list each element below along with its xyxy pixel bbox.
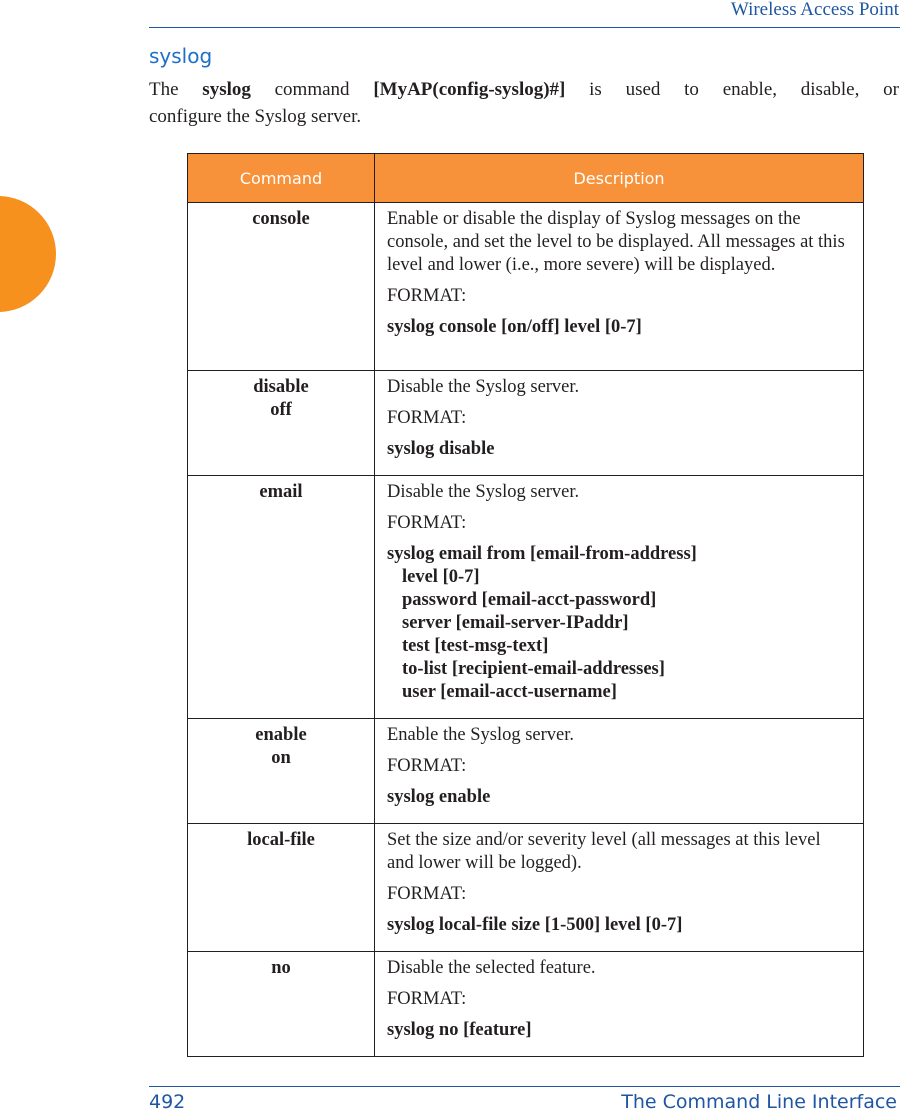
description-cell: [375, 371, 864, 476]
format-line: test [test-msg-text]: [402, 636, 549, 656]
footer-rule: [149, 1086, 900, 1087]
format-line: syslog local-file size [1-500] level [0-7]: [387, 915, 683, 935]
format-line: server [email-server-IPaddr]: [402, 613, 629, 633]
intro-command: syslog: [202, 79, 251, 100]
running-header-title: Wireless Access Point: [730, 0, 899, 20]
command-name: off: [270, 400, 292, 420]
format-label: FORMAT:: [387, 513, 467, 533]
table-row: [188, 476, 864, 719]
command-name: console: [252, 209, 310, 229]
description-cell: [375, 203, 864, 371]
format-line: syslog email from [email-from-address]: [387, 544, 697, 564]
intro-word: enable,: [722, 79, 778, 100]
format-line: syslog console [on/off] level [0-7]: [387, 317, 642, 337]
intro-word: disable,: [800, 79, 860, 100]
description-cell: [375, 952, 864, 1057]
table-row: [188, 952, 864, 1057]
format-line: syslog disable: [387, 439, 495, 459]
format-syntax: [387, 914, 849, 937]
format-syntax: [387, 316, 849, 339]
command-name-cell: [188, 371, 375, 476]
intro-line-1: [149, 76, 899, 103]
format-line: password [email-acct-password]: [402, 590, 657, 610]
command-column-header: Command: [188, 154, 375, 203]
description-cell: [375, 476, 864, 719]
format-line: user [email-acct-username]: [402, 682, 617, 702]
format-label: FORMAT:: [387, 408, 467, 428]
intro-word: The: [149, 79, 179, 100]
chapter-title: The Command Line Interface: [621, 1091, 897, 1113]
description-text: Enable or disable the display of Syslog messages on the console, and set the level to be displayed. All messages at this level and lower (i.e., more severe) will be displayed.: [387, 209, 845, 275]
format-syntax: [387, 786, 849, 809]
table-header-row: [188, 154, 864, 203]
format-label: FORMAT:: [387, 286, 467, 306]
table-row: [188, 719, 864, 824]
description-cell: [375, 824, 864, 952]
format-label: FORMAT:: [387, 989, 467, 1009]
format-line: syslog no [feature]: [387, 1020, 532, 1040]
command-name: enable: [255, 725, 307, 745]
format-line: syslog enable: [387, 787, 491, 807]
format-label: FORMAT:: [387, 884, 467, 904]
intro-paragraph: [149, 76, 899, 130]
description-cell: [375, 719, 864, 824]
command-name-cell: [188, 719, 375, 824]
intro-prompt: [MyAP(config-syslog)#]: [373, 79, 566, 100]
description-text: Disable the Syslog server.: [387, 377, 580, 397]
format-syntax: [387, 543, 849, 704]
format-label: FORMAT:: [387, 756, 467, 776]
command-name-cell: [188, 824, 375, 952]
intro-word: to: [684, 79, 699, 100]
description-text: Enable the Syslog server.: [387, 725, 575, 745]
command-name-cell: [188, 952, 375, 1057]
format-syntax: [387, 438, 849, 461]
page-number: 492: [149, 1091, 186, 1113]
table-row: [188, 824, 864, 952]
format-syntax: [387, 1019, 849, 1042]
format-line: to-list [recipient-email-addresses]: [402, 659, 665, 679]
intro-word: command: [274, 79, 350, 100]
description-text: Disable the Syslog server.: [387, 482, 580, 502]
command-name-cell: [188, 476, 375, 719]
section-title: syslog: [149, 44, 213, 68]
command-name-cell: [188, 203, 375, 371]
chapter-side-tab: [0, 196, 56, 312]
table-row: [188, 371, 864, 476]
intro-word: or: [883, 79, 899, 100]
intro-word: is: [589, 79, 602, 100]
description-text: Set the size and/or severity level (all messages at this level and lower will be logged).: [387, 830, 821, 873]
format-line: level [0-7]: [402, 567, 480, 587]
description-text: Disable the selected feature.: [387, 958, 596, 978]
command-name: no: [271, 958, 291, 978]
command-name: disable: [253, 377, 309, 397]
description-column-header: Description: [375, 154, 864, 203]
table-row: [188, 203, 864, 371]
table-body: [188, 203, 864, 1057]
header-rule: [149, 27, 900, 28]
command-table: [187, 153, 864, 1057]
intro-word: used: [625, 79, 661, 100]
command-name: local-file: [247, 830, 315, 850]
command-name: on: [271, 748, 291, 768]
command-name: email: [259, 482, 303, 502]
intro-line-2: configure the Syslog server.: [149, 106, 362, 127]
